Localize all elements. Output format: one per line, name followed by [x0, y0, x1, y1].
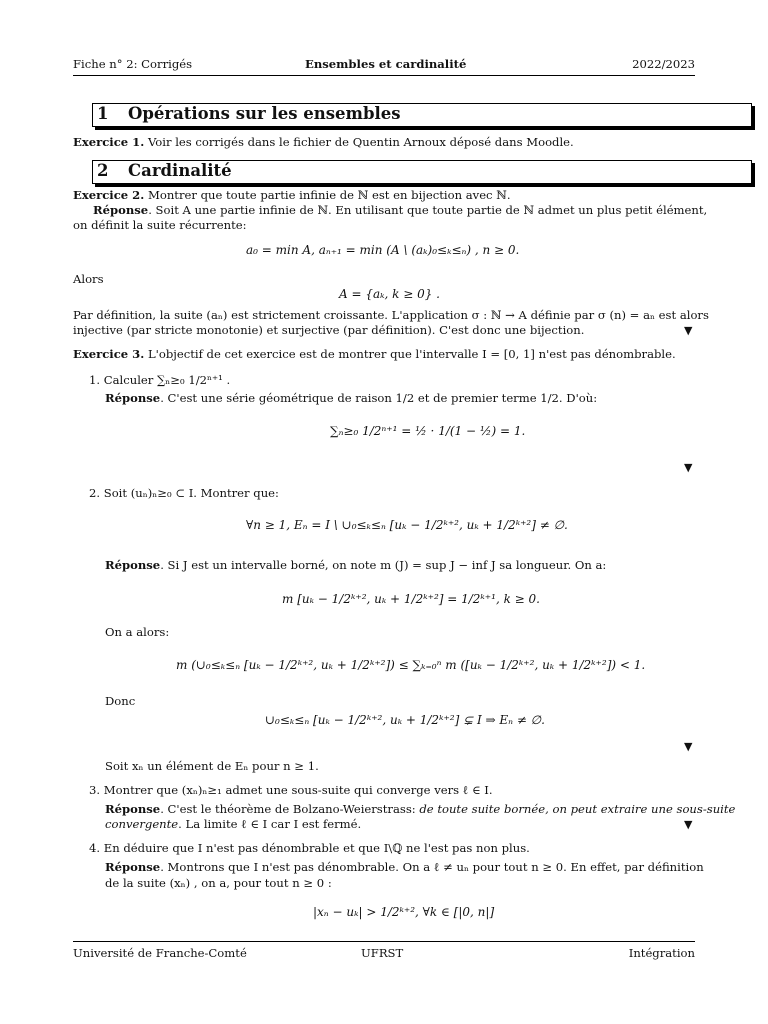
answer-label: Réponse	[105, 802, 161, 816]
exercise-2-conclusion-1: Par définition, la suite (aₙ) est strictement croissante. L'application σ : ℕ → A définie par σ (n) = aₙ est alors	[73, 308, 709, 322]
question-2: 2. Soit (uₙ)ₙ≥₀ ⊂ I. Montrer que:	[89, 486, 279, 500]
answer-label: Réponse	[105, 558, 161, 572]
exercise-2-label: Exercice 2.	[73, 188, 145, 202]
question-2-closing: Soit xₙ un élément de Eₙ pour n ≥ 1.	[105, 759, 319, 773]
end-of-proof-icon: ▼	[684, 818, 693, 831]
exercise-2-text: Montrer que toute partie infinie de ℕ est en bijection avec ℕ.	[147, 188, 511, 202]
section-1-number: 1	[97, 104, 109, 123]
header-left: Fiche n° 2: Corrigés	[73, 57, 193, 71]
section-2-title: Cardinalité	[128, 161, 232, 180]
exercise-2-answer-line1	[93, 203, 707, 218]
equation-set-a: A = {aₖ, k ≥ 0} .	[339, 287, 440, 301]
equation-measure-union: m (∪₀≤ₖ≤ₙ [uₖ − 1/2ᵏ⁺², uₖ + 1/2ᵏ⁺²]) ≤ ∑ₖ₌₀ⁿ m ([uₖ − 1/2ᵏ⁺², uₖ + 1/2ᵏ⁺²]) < 1.	[176, 658, 646, 672]
header-title: Ensembles et cardinalité	[305, 57, 467, 71]
exercise-1-label: Exercice 1.	[73, 135, 145, 149]
footer-ufr: UFRST	[361, 946, 404, 960]
text-on-a-alors: On a alors:	[105, 625, 170, 639]
exercise-2-statement	[73, 188, 511, 203]
text-donc: Donc	[105, 694, 136, 708]
answer-text: . C'est le théorème de Bolzano-Weierstrass:	[160, 802, 420, 816]
end-of-proof-icon: ▼	[684, 324, 693, 337]
text-alors: Alors	[73, 272, 104, 286]
header-year: 2022/2023	[632, 57, 695, 71]
question-4-answer-line1	[105, 860, 704, 875]
equation-strict-inclusion: ∪₀≤ₖ≤ₙ [uₖ − 1/2ᵏ⁺², uₖ + 1/2ᵏ⁺²] ⊊ I ⇒ Eₙ ≠ ∅.	[265, 713, 545, 727]
question-3: 3. Montrer que (xₙ)ₙ≥₁ admet une sous-suite qui converge vers ℓ ∈ I.	[89, 783, 493, 797]
equation-measure: m [uₖ − 1/2ᵏ⁺², uₖ + 1/2ᵏ⁺²] = 1/2ᵏ⁺¹, k ≥ 0.	[282, 592, 540, 606]
section-1-title: Opérations sur les ensembles	[128, 104, 401, 123]
question-2-answer	[105, 558, 606, 573]
equation-distance: |xₙ − uₖ| > 1/2ᵏ⁺², ∀k ∈ [|0, n|]	[313, 905, 495, 919]
answer-label: Réponse	[105, 860, 161, 874]
equation-geometric-sum: ∑ₙ≥₀ 1/2ⁿ⁺¹ = ½ · 1/(1 − ½) = 1.	[330, 424, 526, 438]
exercise-3-statement	[73, 347, 676, 362]
answer-text: . La limite ℓ ∈ I car I est fermé.	[178, 817, 362, 831]
footer-course: Intégration	[628, 946, 695, 960]
answer-text: . Soit A une partie infinie de ℕ. En utilisant que toute partie de ℕ admet un plus petit élément,	[148, 203, 708, 217]
end-of-proof-icon: ▼	[684, 461, 693, 474]
question-1-answer	[105, 391, 597, 406]
question-4-answer-line2: de la suite (xₙ) , on a, pour tout n ≥ 0 :	[105, 876, 332, 890]
exercise-1-text: Voir les corrigés dans le fichier de Quentin Arnoux déposé dans Moodle.	[147, 135, 574, 149]
answer-label: Réponse	[93, 203, 149, 217]
section-2-number: 2	[97, 161, 109, 180]
answer-label: Réponse	[105, 391, 161, 405]
footer-rule	[73, 941, 695, 942]
answer-theorem-text: de toute suite bornée, on peut extraire une sous-suite	[419, 802, 736, 816]
answer-text: . C'est une série géométrique de raison 1/2 et de premier terme 1/2. D'où:	[160, 391, 598, 405]
end-of-proof-icon: ▼	[684, 740, 693, 753]
equation-en-nonempty: ∀n ≥ 1, Eₙ = I \ ∪₀≤ₖ≤ₙ [uₖ − 1/2ᵏ⁺², uₖ + 1/2ᵏ⁺²] ≠ ∅.	[246, 518, 568, 532]
exercise-3-label: Exercice 3.	[73, 347, 145, 361]
question-3-answer-line1	[105, 802, 735, 817]
question-4: 4. En déduire que I n'est pas dénombrable et que I\ℚ ne l'est pas non plus.	[89, 841, 530, 855]
exercise-1	[73, 135, 574, 150]
footer-university: Université de Franche-Comté	[73, 946, 247, 960]
equation-recurrence: a₀ = min A, aₙ₊₁ = min (A \ (aₖ)₀≤ₖ≤ₙ) , n ≥ 0.	[246, 243, 520, 257]
question-1: 1. Calculer ∑ₙ≥₀ 1/2ⁿ⁺¹ .	[89, 373, 231, 387]
question-3-answer-line2	[105, 817, 361, 832]
exercise-2-conclusion-2: injective (par stricte monotonie) et surjective (par définition). C'est donc une bijection.	[73, 323, 585, 337]
exercise-3-text: L'objectif de cet exercice est de montrer que l'intervalle I = [0, 1] n'est pas dénombrable.	[147, 347, 676, 361]
answer-text: . Si J est un intervalle borné, on note m (J) = sup J − inf J sa longueur. On a:	[160, 558, 607, 572]
exercise-2-answer-line2: on définit la suite récurrente:	[73, 218, 247, 232]
header-rule	[73, 75, 695, 76]
answer-text: . Montrons que I n'est pas dénombrable. On a ℓ ≠ uₙ pour tout n ≥ 0. En effet, par définition	[160, 860, 704, 874]
answer-theorem-text: convergente	[105, 817, 179, 831]
